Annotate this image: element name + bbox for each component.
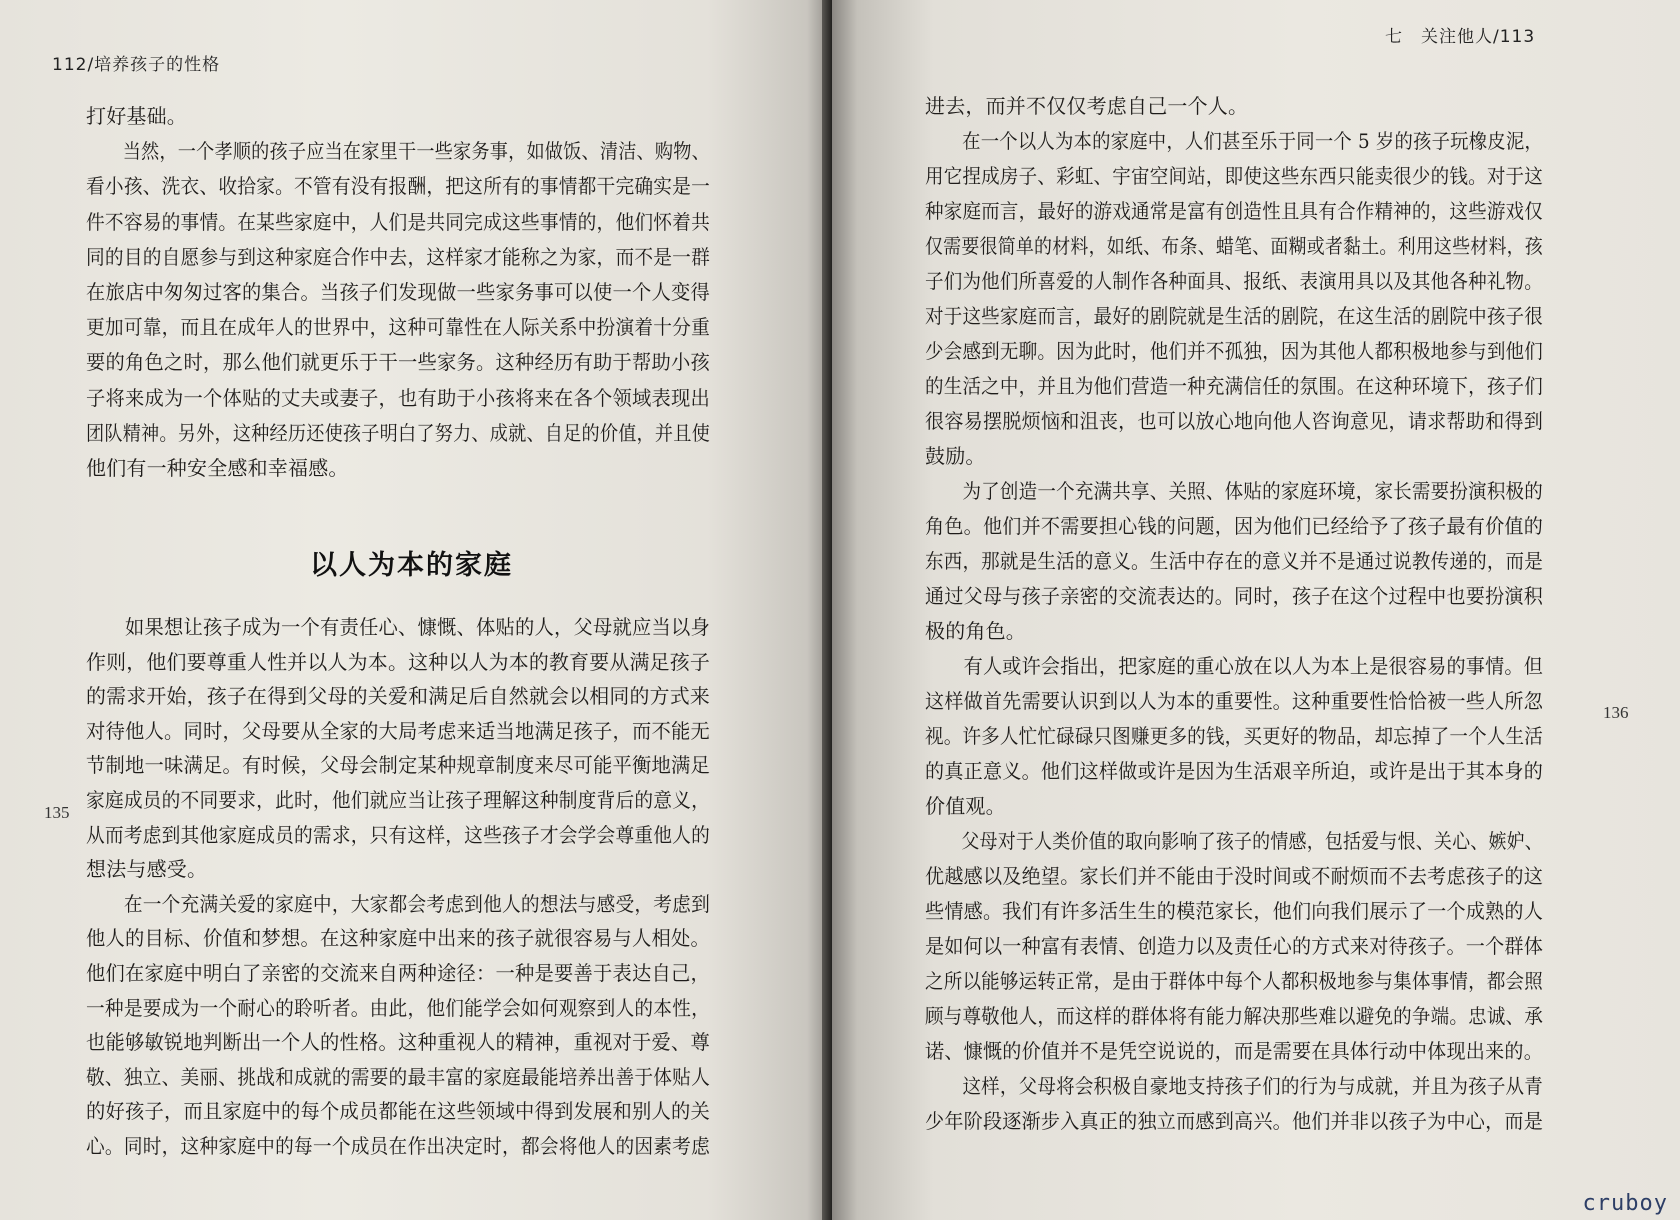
text-line: 极的角色。 [925,619,1026,643]
text-line: 更加可靠，而且在成年人的世界中，这种可靠性在人际关系中扮演着十分重 [86,315,711,340]
text-line: 视。许多人忙忙碌碌只图赚更多的钱，买更好的物品，却忘掉了一个人生活 [925,724,1544,748]
text-line: 的生活之中，并且为他们营造一种充满信任的氛围。在这种环境下，孩子们 [925,374,1544,398]
text-line: 要的角色之时，那么他们就更乐于干一些家务。这种经历有助于帮助小孩 [86,350,710,375]
text-line: 当然，一个孝顺的孩子应当在家里干一些家务事，如做饭、清洁、购物、 [86,139,710,164]
text-line: 种家庭而言，最好的游戏通常是富有创造性且具有合作精神的，这些游戏仅 [925,199,1544,223]
text-line: 敬、独立、美丽、挑战和成就的需要的最丰富的家庭最能培养出善于体贴人 [86,1064,711,1089]
text-line: 顾与尊敬他人，而这样的群体将有能力解决那些难以避免的争端。忠诚、承 [925,1004,1544,1028]
text-line: 打好基础。 [86,104,187,128]
text-line: 对于这些家庭而言，最好的剧院就是生活的剧院，在这生活的剧院中孩子很 [925,304,1544,328]
text-line: 优越感以及绝望。家长们并不能由于没时间或不耐烦而不去考虑孩子的这 [925,864,1544,888]
text-line: 东西，那就是生活的意义。生活中存在的意义并不是通过说教传递的，而是 [925,549,1544,573]
text-line: 作则，他们要尊重人性并以人为本。这种以人为本的教育要从满足孩子 [86,649,711,674]
text-line: 想法与感受。 [86,857,208,882]
text-line: 少年阶段逐渐步入真正的独立而感到高兴。他们并非以孩子为中心，而是 [925,1109,1544,1133]
text-line: 价值观。 [925,794,1006,818]
text-line: 在一个充满关爱的家庭中，大家都会考虑到他人的想法与感受，考虑到 [86,891,711,916]
text-line: 这样，父母将会积极自豪地支持孩子们的行为与成就，并且为孩子从青 [925,1074,1544,1098]
text-line: 子将来成为一个体贴的丈夫或妻子，也有助于小孩将来在各个领域表现出 [86,385,710,410]
text-line: 如果想让孩子成为一个有责任心、慷慨、体贴的人，父母就应当以身 [86,615,710,639]
text-line: 些情感。我们有许多活生生的模范家长，他们向我们展示了一个成熟的人 [925,899,1544,923]
text-line: 节制地一味满足。有时候，父母会制定某种规章制度来尽可能平衡地满足 [86,753,710,778]
text-line: 团队精神。另外，这种经历还使孩子明白了努力、成就、自足的价值，并且使 [86,420,710,445]
text-line: 少会感到无聊。因为此时，他们并不孤独，因为其他人都积极地参与到他们 [925,339,1544,363]
right-page-header: 七 关注他人/113 [1385,27,1536,47]
text-line: 通过父母与孩子亲密的交流表达的。同时，孩子在这个过程中也要扮演积 [925,584,1544,608]
text-line: 一种是要成为一个耐心的聆听者。由此，他们能学会如何观察到人的本性， [86,995,711,1020]
text-line: 是如何以一种富有表情、创造力以及责任心的方式来对待孩子。一个群体 [925,934,1544,958]
text-line: 父母对于人类价值的取向影响了孩子的情感，包括爱与恨、关心、嫉妒、 [925,829,1543,853]
text-line: 这样做首先需要认识到以人为本的重要性。这种重要性恰恰被一些人所忽 [925,689,1544,713]
text-line: 仅需要很简单的材料，如纸、布条、蜡笔、面糊或者黏土。利用这些材料，孩 [925,234,1543,258]
text-line: 子们为他们所喜爱的人制作各种面具、报纸、表演用具以及其他各种礼物。 [925,269,1544,293]
scanner-watermark: cruboy [1582,1191,1668,1216]
right-margin-page-number: 136 [1603,703,1629,722]
text-line: 之所以能够运转正常，是由于群体中每个人都积极地参与集体事情，都会照 [925,969,1544,993]
text-line: 心。同时，这种家庭中的每一个成员在作出决定时，都会将他人的因素考虑 [86,1134,711,1158]
text-line: 在一个以人为本的家庭中，人们甚至乐于同一个 5 岁的孩子玩橡皮泥， [925,129,1543,153]
text-line: 也能够敏锐地判断出一个人的性格。这种重视人的精神，重视对于爱、尊 [86,1030,710,1055]
section-heading: 以人为本的家庭 [310,550,513,581]
text-line: 对待他人。同时，父母要从全家的大局考虑来适当地满足孩子，而不能无 [86,718,710,743]
left-margin-page-number: 135 [44,803,70,822]
right-page [832,0,1680,1220]
text-line: 进去，而并不仅仅考虑自己一个人。 [925,94,1249,118]
text-line: 家庭成员的不同要求，此时，他们就应当让孩子理解这种制度背后的意义， [86,788,711,812]
text-line: 他人的目标、价值和梦想。在这种家庭中出来的孩子就很容易与人相处。 [86,926,710,951]
text-line: 的真正意义。他们这样做或许是因为生活艰辛所迫，或许是出于其本身的 [925,759,1544,783]
text-line: 角色。他们并不需要担心钱的问题，因为他们已经给予了孩子最有价值的 [925,514,1544,538]
text-line: 很容易摆脱烦恼和沮丧，也可以放心地向他人咨询意见，请求帮助和得到 [925,409,1544,433]
text-line: 他们有一种安全感和幸福感。 [86,456,349,480]
text-line: 诺、慷慨的价值并不是凭空说说的，而是需要在具体行动中体现出来的。 [925,1039,1544,1063]
text-line: 从而考虑到其他家庭成员的需求，只有这样，这些孩子才会学会尊重他人的 [86,822,711,847]
text-line: 件不容易的事情。在某些家庭中，人们是共同完成这些事情的，他们怀着共 [86,209,711,234]
text-line: 为了创造一个充满共享、关照、体贴的家庭环境，家长需要扮演积极的 [925,479,1544,503]
text-line: 他们在家庭中明白了亲密的交流来自两种途径：一种是要善于表达自己， [86,961,710,985]
left-page-header: 112/培养孩子的性格 [52,55,221,75]
text-line: 的需求开始，孩子在得到父母的关爱和满足后自然就会以相同的方式来 [86,684,711,709]
text-line: 的好孩子，而且家庭中的每个成员都能在这些领域中得到发展和别人的关 [86,1099,710,1124]
text-line: 在旅店中匆匆过客的集合。当孩子们发现做一些家务事可以使一个人变得 [86,280,710,304]
text-line: 鼓励。 [925,444,986,468]
text-line: 同的目的自愿参与到这种家庭合作中去，这样家才能称之为家，而不是一群 [86,244,711,269]
text-line: 有人或许会指出，把家庭的重心放在以人为本上是很容易的事情。但 [925,654,1544,678]
text-line: 用它捏成房子、彩虹、宇宙空间站，即使这些东西只能卖很少的钱。对于这 [925,164,1544,188]
text-line: 看小孩、洗衣、收拾家。不管有没有报酬，把这所有的事情都干完确实是一 [86,174,711,199]
left-page [0,0,832,1220]
